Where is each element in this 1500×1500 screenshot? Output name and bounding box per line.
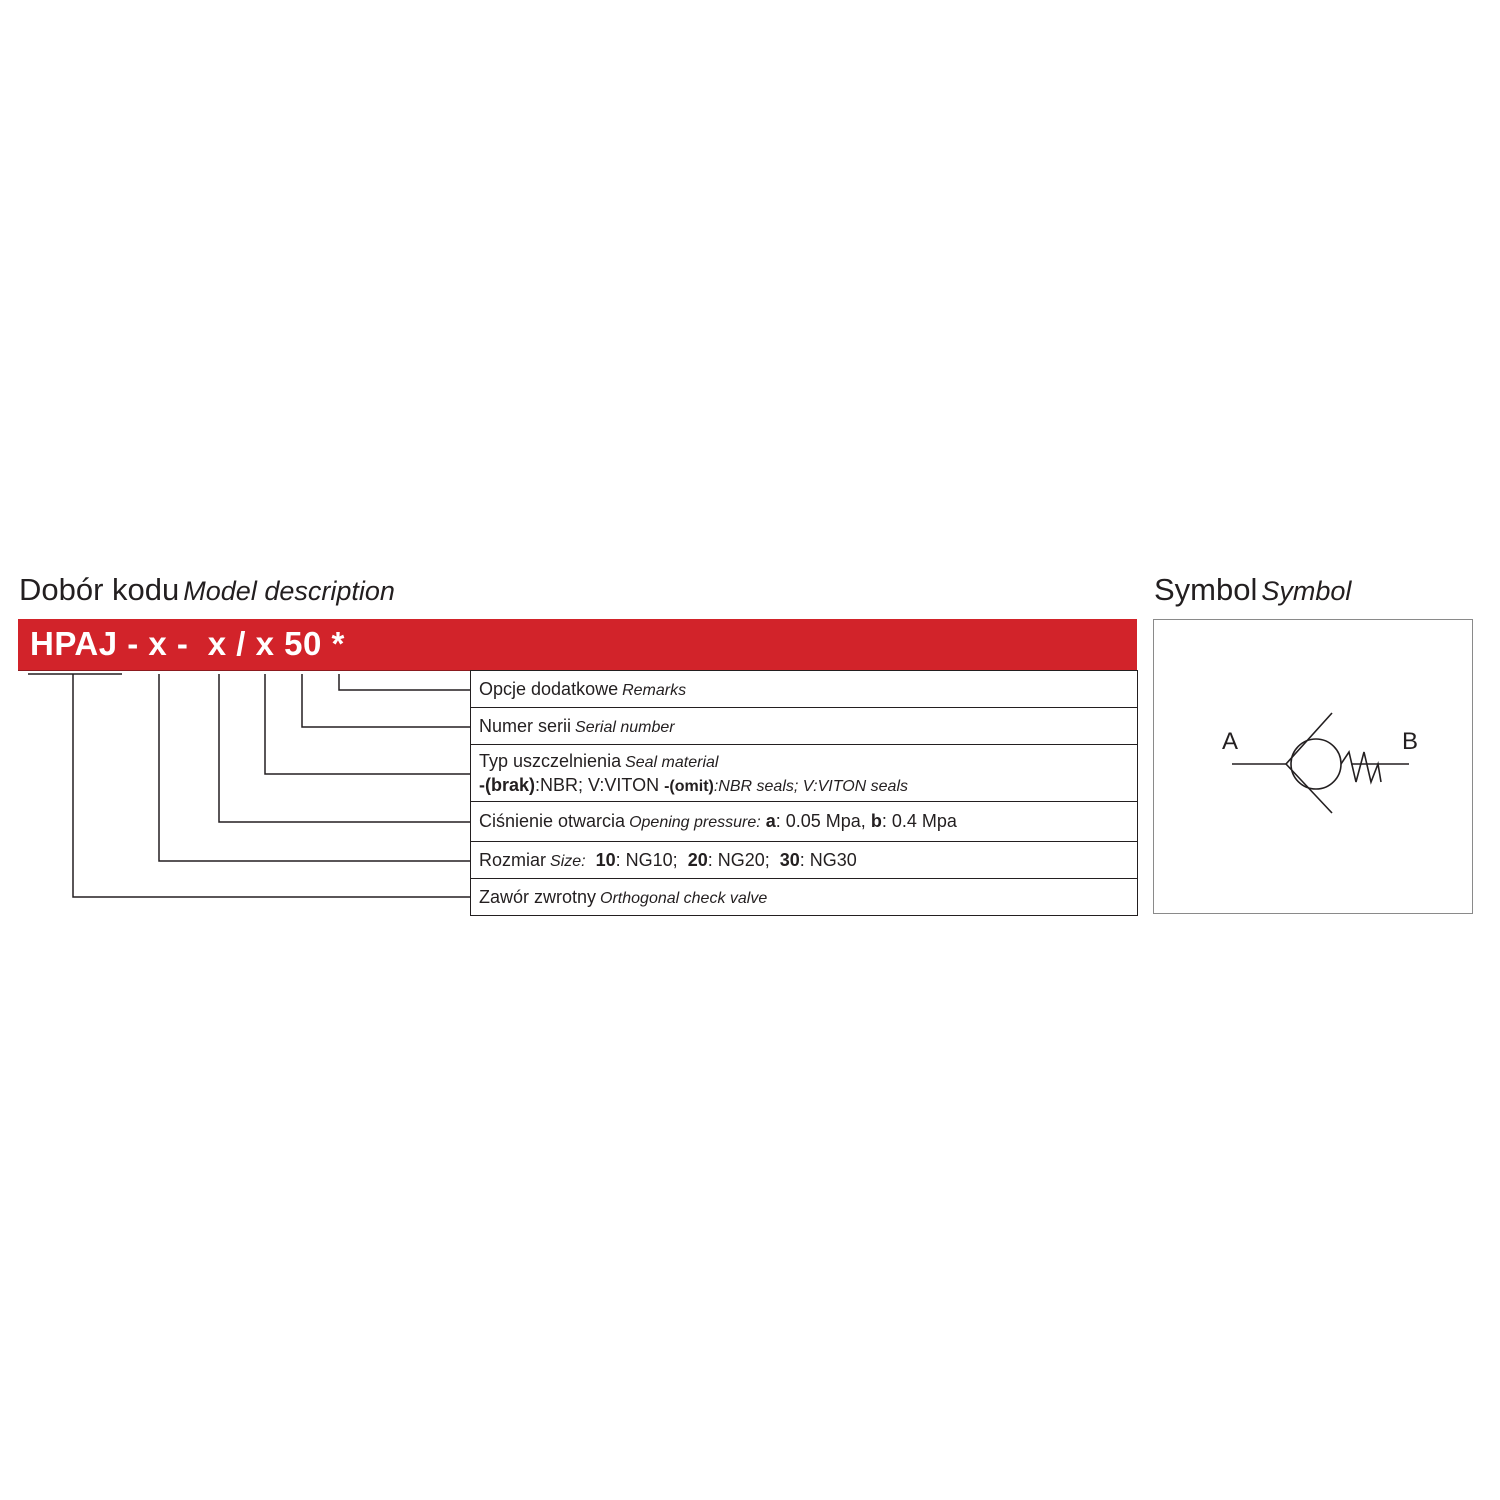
- size-option-20-key: 20: [687, 850, 708, 870]
- row-opening-pressure: [471, 801, 1137, 841]
- leader-serial: [302, 674, 470, 727]
- size-option-10-value: : NG10;: [615, 850, 678, 870]
- row-size: [471, 841, 1137, 878]
- serial-label-pl: Numer serii: [479, 716, 572, 736]
- model-code-table: [470, 670, 1138, 916]
- symbol-heading-pl: Symbol: [1154, 572, 1258, 607]
- leader-valve: [73, 674, 470, 897]
- model-heading-en: Model description: [183, 576, 395, 606]
- size-option-20-value: : NG20;: [707, 850, 770, 870]
- size-label-en: Size:: [550, 853, 586, 870]
- row-check-valve: [471, 878, 1137, 915]
- spring-zigzag: [1341, 752, 1381, 782]
- seal-options: [479, 774, 1137, 798]
- valve-label-pl: Zawór zwrotny: [479, 887, 597, 907]
- model-code-bar: [18, 619, 1137, 671]
- size-label-pl: Rozmiar: [479, 850, 547, 870]
- serial-label-en: Serial number: [575, 719, 675, 736]
- leader-pressure: [219, 674, 470, 822]
- size-option-10-key: 10: [595, 850, 616, 870]
- seal-label-en: Seal material: [625, 754, 719, 771]
- valve-label-en: Orthogonal check valve: [600, 890, 768, 907]
- seal-option-v-key: V: [588, 775, 600, 795]
- model-heading-pl: Dobór kodu: [19, 572, 180, 607]
- pressure-option-a-key: a: [765, 811, 776, 831]
- seal-option-en: :NBR seals; V:VITON seals: [713, 778, 908, 795]
- symbol-heading: [1154, 572, 1351, 609]
- symbol-heading-en: Symbol: [1261, 576, 1352, 606]
- seal-option-omit-key: -(omit): [664, 778, 714, 795]
- size-option-30-key: 30: [779, 850, 800, 870]
- leader-remarks: [339, 674, 470, 690]
- ball-circle: [1291, 739, 1341, 789]
- leader-size: [159, 674, 470, 861]
- pressure-option-a-value: : 0.05 Mpa,: [775, 811, 866, 831]
- pressure-option-b-key: b: [870, 811, 882, 831]
- row-remarks: [471, 670, 1137, 707]
- pressure-label-pl: Ciśnienie otwarcia: [479, 811, 626, 831]
- row-seal-material: [471, 744, 1137, 801]
- seal-label-pl: Typ uszczelnienia: [479, 751, 622, 771]
- port-a-label: A: [1222, 728, 1239, 755]
- seal-option-none-key: -(brak): [479, 775, 536, 795]
- seal-option-nbr: :NBR;: [535, 775, 584, 795]
- seal-option-viton: :VITON: [599, 775, 660, 795]
- remarks-label-en: Remarks: [622, 682, 687, 699]
- remarks-label-pl: Opcje dodatkowe: [479, 679, 619, 699]
- port-b-label: B: [1402, 728, 1419, 755]
- model-code: HPAJ - x - x / x 50 *: [30, 625, 345, 662]
- size-option-30-value: : NG30: [799, 850, 857, 870]
- row-serial-number: [471, 707, 1137, 744]
- pressure-label-en: Opening pressure:: [629, 814, 761, 831]
- pressure-option-b-value: : 0.4 Mpa: [881, 811, 957, 831]
- leader-seal: [265, 674, 470, 774]
- check-valve-symbol-icon: [1154, 620, 1474, 915]
- model-description-heading: [19, 572, 395, 609]
- symbol-box: [1153, 619, 1473, 914]
